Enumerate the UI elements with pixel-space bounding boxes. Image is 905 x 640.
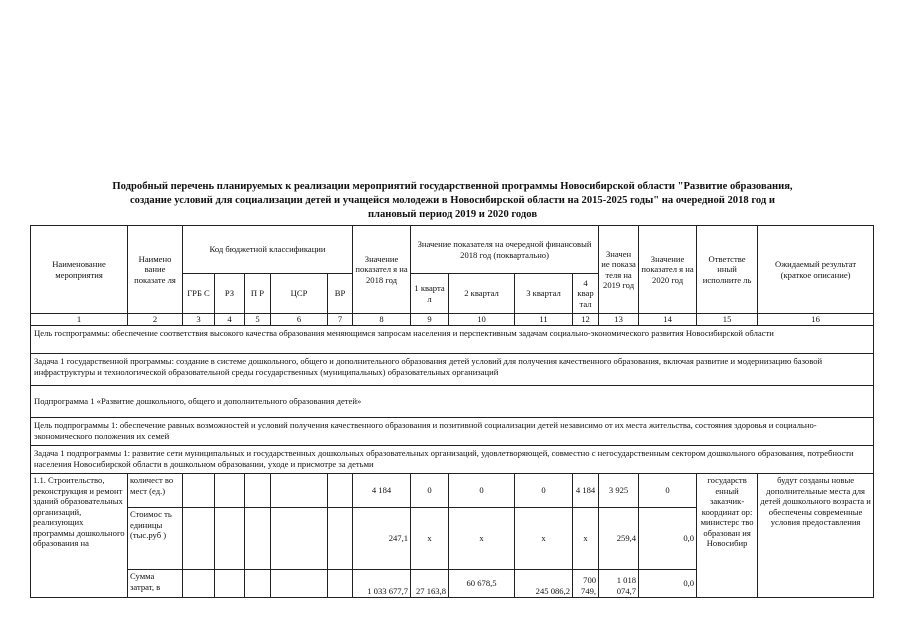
col-number: 16 bbox=[758, 314, 874, 326]
subprogram-goal: Цель подпрограммы 1: обеспечение равных возможностей и условий получения качественного образования и позитивной социализации детей независимо от их места жительства, состояния здоровья и социально-экономического положения их семей bbox=[31, 418, 874, 446]
header-value-2020: Значение показател я на 2020 год bbox=[639, 226, 697, 314]
indicator-unit-cost: Стоимос ть единицы (тыс.руб ) bbox=[128, 508, 183, 570]
col-number: 11 bbox=[515, 314, 573, 326]
value-q2: х bbox=[449, 508, 515, 570]
measure-name: 1.1. Строительство, реконструкция и ремонт зданий образовательных организаций, реализующих программы дошкольного образования на bbox=[31, 474, 128, 598]
value-2020: 0,0 bbox=[639, 570, 697, 598]
col-number: 6 bbox=[271, 314, 328, 326]
col-number: 14 bbox=[639, 314, 697, 326]
header-budget-code: Код бюджетной классификации bbox=[183, 226, 353, 274]
document-title bbox=[20, 180, 885, 222]
col-number: 12 bbox=[573, 314, 599, 326]
header-q4: 4 квар тал bbox=[573, 274, 599, 314]
header-result: Ожидаемый результат (краткое описание) bbox=[758, 226, 874, 314]
subprogram-task-1: Задача 1 подпрограммы 1: развитие сети муниципальных и государственных дошкольных образовательных организаций, удовлетворяющей, совместно с негосударственным сектором дошкольного образования, потребности населения Новосибирской области в дошкольном образовании, уходе и присмотре за детьми bbox=[31, 446, 874, 474]
col-number: 3 bbox=[183, 314, 215, 326]
value-q1: 0 bbox=[411, 474, 449, 508]
header-indicator: Наимено вание показате ля bbox=[128, 226, 183, 314]
value-2019: 1 018 074,7 bbox=[599, 570, 639, 598]
column-numbers-row bbox=[31, 314, 874, 326]
col-number: 15 bbox=[697, 314, 758, 326]
header-executor: Ответстве нный исполните ль bbox=[697, 226, 758, 314]
value-q3: х bbox=[515, 508, 573, 570]
header-grbs: ГРБ С bbox=[183, 274, 215, 314]
subprogram-title: Подпрограмма 1 «Развитие дошкольного, общего и дополнительного образования детей» bbox=[31, 386, 874, 418]
value-q4: 4 184 bbox=[573, 474, 599, 508]
header-q2: 2 квартал bbox=[449, 274, 515, 314]
header-name: Наименование мероприятия bbox=[31, 226, 128, 314]
value-2020: 0 bbox=[639, 474, 697, 508]
header-value-2019: Значен ие показа теля на 2019 год bbox=[599, 226, 639, 314]
header-csr: ЦСР bbox=[271, 274, 328, 314]
header-value-2018: Значение показател я на 2018 год bbox=[353, 226, 411, 314]
program-task-1: Задача 1 государственной программы: создание в системе дошкольного, общего и дополнительного образования детей условий для получения качественного образования, включая развитие и модернизацию базовой инфраструктуры и технологической образовательной среды государственных (муниципальных) образовательных организаций bbox=[31, 354, 874, 386]
value-q2: 0 bbox=[449, 474, 515, 508]
value-2018: 247,1 bbox=[353, 508, 411, 570]
header-rz: РЗ bbox=[215, 274, 245, 314]
responsible-executor: государств енный заказчик-координат ор: министерс тво образован ия Новосибир bbox=[697, 474, 758, 598]
value-2018: 4 184 bbox=[353, 474, 411, 508]
title-line-1: Подробный перечень планируемых к реализации мероприятий государственной программы Новосибирской области "Развитие образования, bbox=[112, 181, 793, 192]
measures-table bbox=[30, 225, 874, 598]
col-number: 5 bbox=[245, 314, 271, 326]
col-number: 13 bbox=[599, 314, 639, 326]
title-line-2: создание условий для социализации детей и учащейся молодежи в Новосибирской области на 2015-2025 годы" на очередной 2018 год и bbox=[129, 195, 775, 206]
header-vr: ВР bbox=[328, 274, 353, 314]
col-number: 4 bbox=[215, 314, 245, 326]
value-2019: 3 925 bbox=[599, 474, 639, 508]
value-q3: 245 086,2 bbox=[515, 570, 573, 598]
expected-result: будут созданы новые дополнительные места для детей дошкольного возраста и обеспечены современные условия предоставления bbox=[758, 474, 874, 598]
value-q1: 27 163,8 bbox=[411, 570, 449, 598]
table-row bbox=[31, 474, 874, 508]
col-number: 10 bbox=[449, 314, 515, 326]
value-2020: 0,0 bbox=[639, 508, 697, 570]
indicator-total-cost: Сумма затрат, в bbox=[128, 570, 183, 598]
value-q2: 60 678,5 bbox=[449, 570, 515, 598]
value-2018: 1 033 677,7 bbox=[353, 570, 411, 598]
col-number: 2 bbox=[128, 314, 183, 326]
header-q3: 3 квартал bbox=[515, 274, 573, 314]
header-pr: П Р bbox=[245, 274, 271, 314]
indicator-places: количест во мест (ед.) bbox=[128, 474, 183, 508]
header-quarterly: Значение показателя на очередной финансовый 2018 год (поквартально) bbox=[411, 226, 599, 274]
col-number: 1 bbox=[31, 314, 128, 326]
value-q4: 700 749, bbox=[573, 570, 599, 598]
header-q1: 1 кварта л bbox=[411, 274, 449, 314]
value-q4: х bbox=[573, 508, 599, 570]
col-number: 9 bbox=[411, 314, 449, 326]
value-2019: 259,4 bbox=[599, 508, 639, 570]
value-q3: 0 bbox=[515, 474, 573, 508]
title-line-3: плановый период 2019 и 2020 годов bbox=[367, 209, 538, 220]
program-goal: Цель госпрограммы: обеспечение соответствия высокого качества образования меняющимся запросам населения и перспективным задачам социально-экономического развития Новосибирской области bbox=[31, 326, 874, 354]
value-q1: х bbox=[411, 508, 449, 570]
col-number: 7 bbox=[328, 314, 353, 326]
col-number: 8 bbox=[353, 314, 411, 326]
